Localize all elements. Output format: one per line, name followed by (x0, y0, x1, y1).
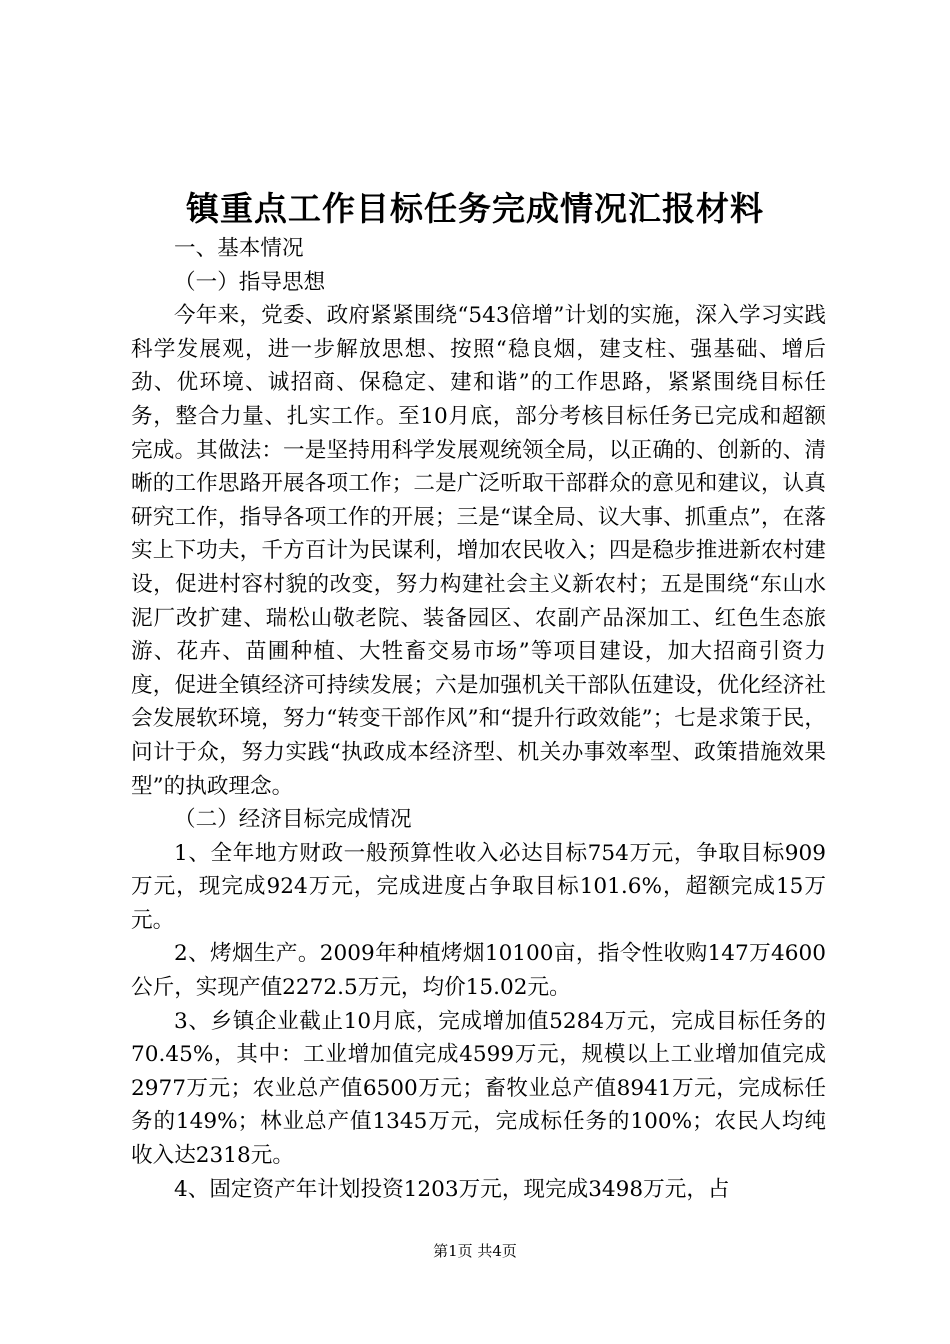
subsection-heading-guiding-thought: （一）指导思想 (174, 269, 326, 295)
document-title: 镇重点工作目标任务完成情况汇报材料 (186, 189, 764, 228)
list-item-fixed-assets: 4、固定资产年计划投资1203万元，现完成3498万元，占 (174, 1176, 730, 1202)
list-item-tobacco-production: 2、烤烟生产。2009年种植烤烟10100亩，指令性收购147万4600公斤，实现产值2272.5万元，均价15.02元。 (131, 941, 826, 1001)
list-item-township-enterprises: 3、乡镇企业截止10月底，完成增加值5284万元，完成目标任务的70.45%，其中：工业增加值完成4599万元，规模以上工业增加值完成2977万元；农业总产值6500万元；畜牧业总产值8941万元，完成标任务的149%；林业总产值1345万元，完成标任务的100%；农民人均纯收入达2318元。 (131, 1008, 826, 1169)
subsection-heading-economic-targets: （二）经济目标完成情况 (174, 807, 412, 833)
page-footer: 第1页 共4页 (433, 1242, 517, 1260)
section-heading-basic-situation: 一、基本情况 (174, 236, 304, 261)
list-item-fiscal-revenue: 1、全年地方财政一般预算性收入必达目标754万元，争取目标909万元，现完成924万元，完成进度占争取目标101.6%，超额完成15万元。 (131, 840, 826, 933)
document-body (131, 232, 826, 1206)
paragraph-guiding-thought: 今年来，党委、政府紧紧围绕“543倍增”计划的实施，深入学习实践科学发展观，进一步解放思想、按照“稳良烟，建支柱、强基础、增后劲、优环境、诚招商、保稳定、建和谐”的工作思路，紧紧围绕目标任务，整合力量、扎实工作。至10月底，部分考核目标任务已完成和超额完成。其做法：一是坚持用科学发展观统领全局，以正确的、创新的、清晰的工作思路开展各项工作；二是广泛听取干部群众的意见和建议，认真研究工作，指导各项工作的开展；三是“谋全局、议大事、抓重点”，在落实上下功夫，千方百计为民谋利，增加农民收入；四是稳步推进新农村建设，促进村容村貌的改变，努力构建社会主义新农村；五是围绕“东山水泥厂改扩建、瑞松山敬老院、装备园区、农副产品深加工、红色生态旅游、花卉、苗圃种植、大牲畜交易市场”等项目建设，加大招商引资力度，促进全镇经济可持续发展；六是加强机关干部队伍建设，优化经济社会发展软环境，努力“转变干部作风”和“提升行政效能”；七是求策于民，问计于众，努力实践“执政成本经济型、机关办事效率型、政策措施效果型”的执政理念。 (131, 303, 826, 799)
